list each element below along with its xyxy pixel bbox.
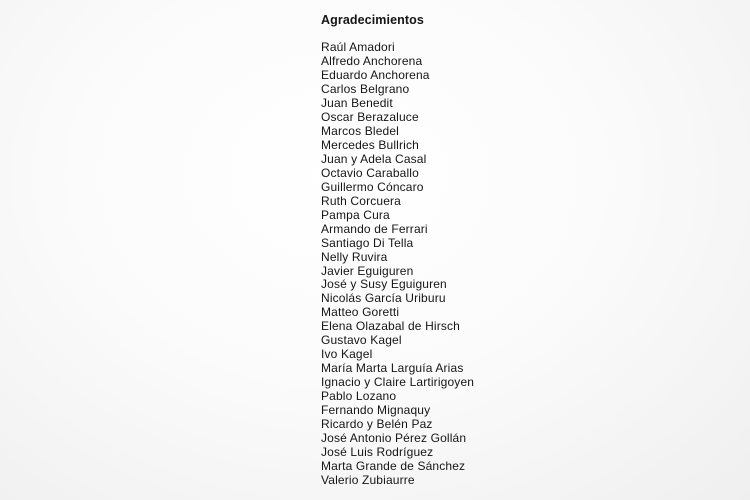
name-entry: Mercedes Bullrich [321,137,419,152]
name-entry: Ricardo y Belén Paz [321,417,433,432]
name-entry: Pablo Lozano [321,389,397,404]
name-entry: Fernando Mignaquy [321,403,431,418]
name-entry: Marcos Bledel [321,123,399,138]
name-entry: María Marta Larguía Arias [321,361,464,376]
name-entry: Carlos Belgrano [321,81,410,96]
name-entry: Gustavo Kagel [321,333,402,348]
name-entry: Matteo Goretti [321,305,400,320]
acknowledgements-heading: Agradecimientos [321,13,424,27]
name-entry: Valerio Zubiaurre [321,473,415,488]
acknowledgements-name-list [321,41,621,488]
name-entry: Nicolás García Uriburu [321,291,446,306]
name-entry: Ruth Corcuera [321,193,401,208]
name-entry: José Luis Rodríguez [321,445,434,460]
name-entry: José Antonio Pérez Gollán [321,431,467,446]
name-entry: Elena Olazabal de Hirsch [321,319,461,334]
name-entry: Pampa Cura [321,207,390,222]
name-entry: Marta Grande de Sánchez [321,459,466,474]
name-entry: Armando de Ferrari [321,221,428,236]
name-entry: Octavio Caraballo [321,165,419,180]
name-entry: Juan y Adela Casal [321,151,427,166]
name-entry: Ivo Kagel [321,347,373,362]
name-entry: Guillermo Cóncaro [321,179,424,194]
name-entry: Javier Eguiguren [321,263,414,278]
name-entry: Ignacio y Claire Lartirigoyen [321,375,475,390]
name-entry: Oscar Berazaluce [321,109,419,124]
name-entry: Santiago Di Tella [321,235,414,250]
name-entry: Juan Benedit [321,95,393,110]
acknowledgements-section [321,12,621,488]
name-entry: Alfredo Anchorena [321,53,423,68]
name-entry: Nelly Ruvira [321,249,388,264]
name-entry: Raúl Amadori [321,40,395,54]
name-entry: Eduardo Anchorena [321,67,430,82]
name-entry: José y Susy Eguiguren [321,277,447,292]
